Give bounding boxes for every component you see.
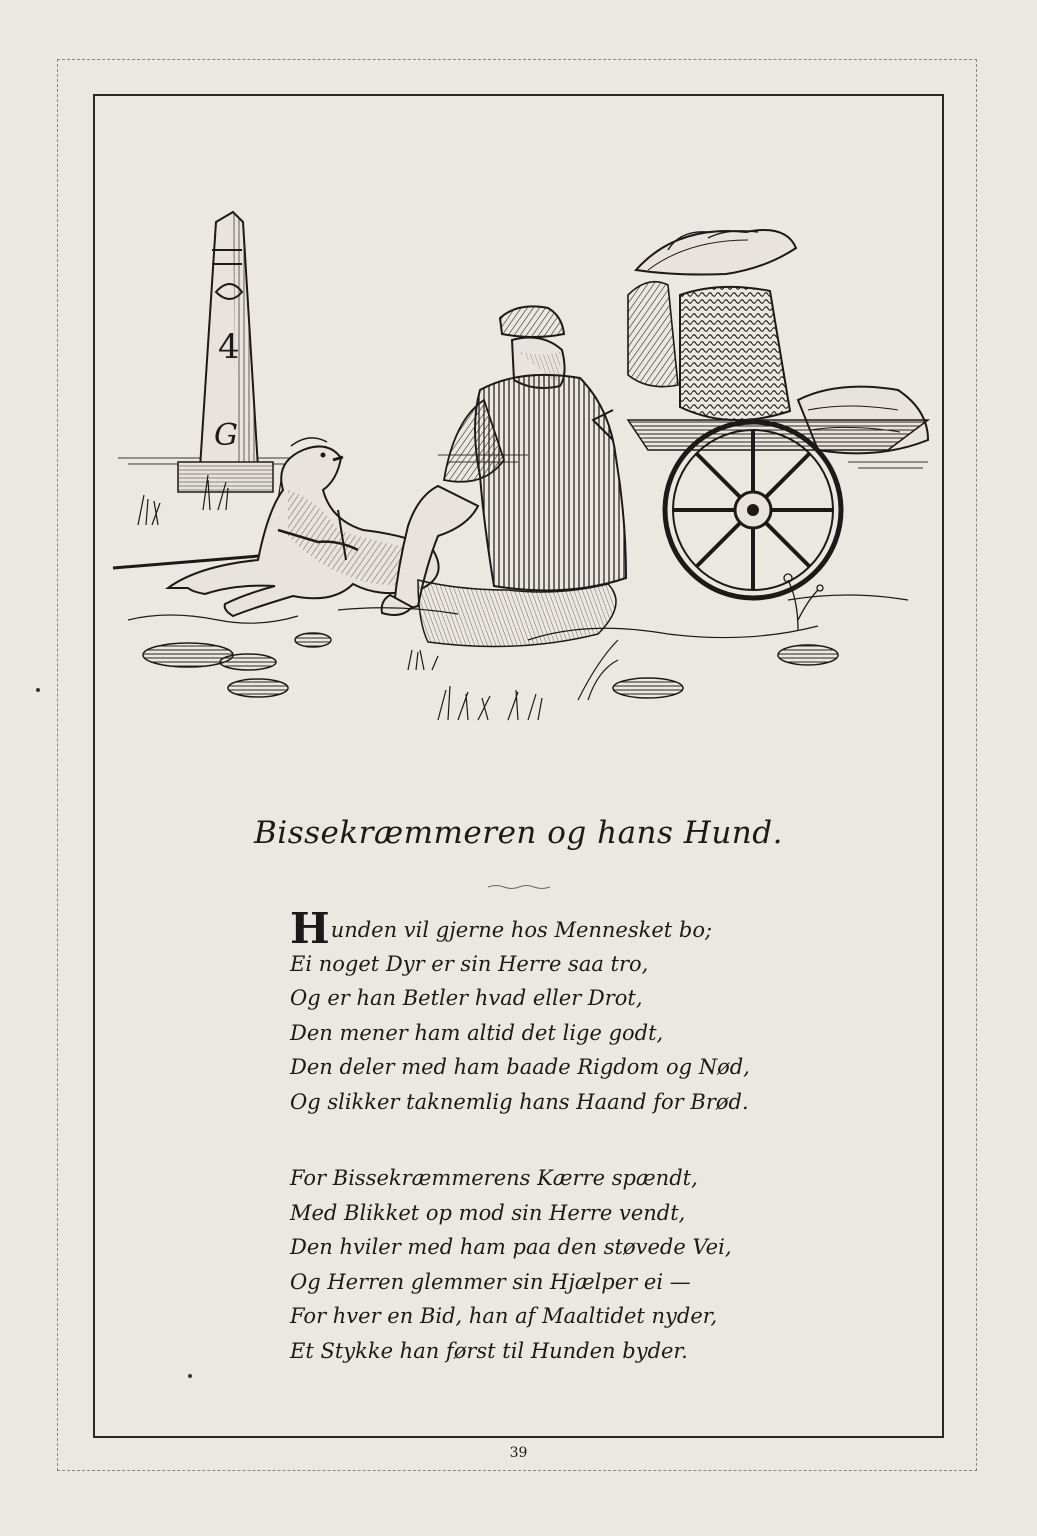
poem-line: Den mener ham altid det lige godt, <box>290 1020 664 1045</box>
poem-line-text: unden vil gjerne hos Mennesket bo; <box>330 918 713 942</box>
poem-line: For hver en Bid, han af Maaltidet nyder, <box>290 1304 718 1328</box>
poem-title: Bissekræmmeren og hans Hund. <box>254 815 783 851</box>
stanza-2 <box>290 1161 790 1368</box>
drop-cap: H <box>290 904 330 953</box>
poem-line: Den hviler med ham paa den støvede Vei, <box>290 1235 732 1259</box>
title-ornament-rule <box>488 884 550 890</box>
poem-line: For Bissekræmmerens Kærre spændt, <box>290 1166 698 1190</box>
obelisk-inscription-letter: G <box>214 418 238 453</box>
cart <box>593 230 928 598</box>
poem-line: Den deler med ham baade Rigdom og Nød, <box>290 1055 750 1079</box>
engraving-illustration <box>108 200 938 740</box>
poem-line: Ei noget Dyr er sin Herre saa tro, <box>290 951 649 976</box>
stanza-1 <box>290 904 790 1119</box>
paper-speck <box>188 1374 192 1378</box>
poem-line <box>290 904 790 953</box>
poem-line: Og slikker taknemlig hans Haand for Brød. <box>290 1089 749 1114</box>
poem-line: Et Stykke han først til Hunden byder. <box>290 1338 688 1363</box>
paper-speck <box>36 688 40 692</box>
poem-line: Med Blikket op mod sin Herre vendt, <box>290 1200 686 1225</box>
poem-line: Og er han Betler hvad eller Drot, <box>290 986 643 1010</box>
poem-line: Og Herren glemmer sin Hjælper ei — <box>290 1269 691 1294</box>
peddler <box>382 306 626 646</box>
obelisk-inscription-number: 4 <box>218 327 240 367</box>
obelisk <box>178 212 273 492</box>
page-number: 39 <box>509 1445 528 1461</box>
